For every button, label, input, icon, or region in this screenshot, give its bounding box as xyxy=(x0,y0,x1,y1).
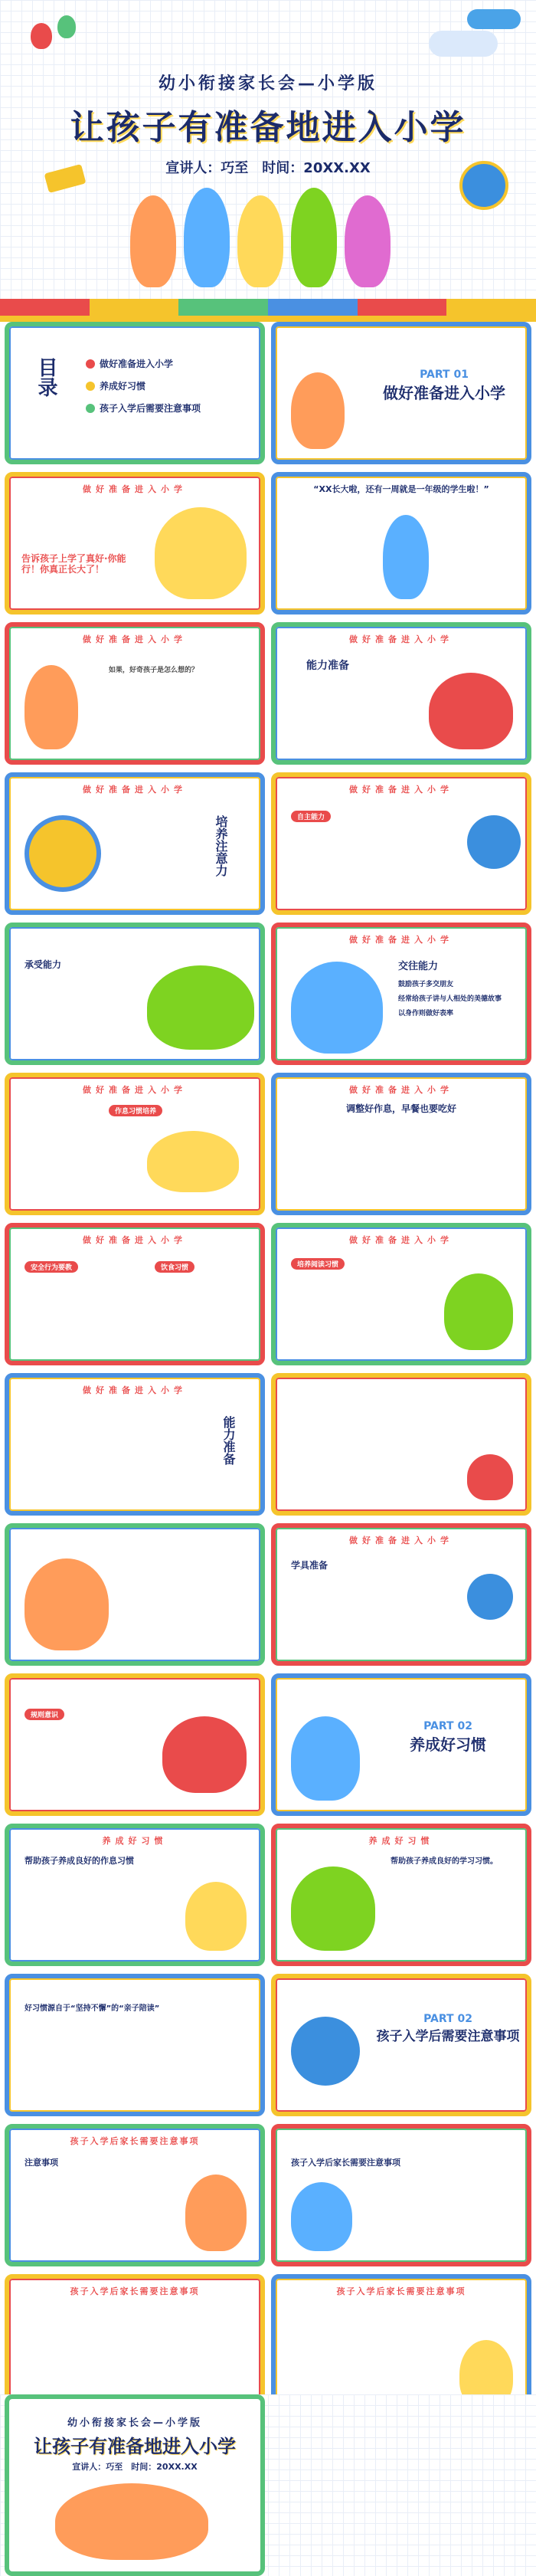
kid-illustration xyxy=(237,195,283,287)
slide-row xyxy=(0,772,536,915)
slide-row xyxy=(0,2124,536,2266)
part-label: PART 01 xyxy=(420,369,469,381)
cloud-decoration xyxy=(429,31,498,57)
girl-reading-illustration xyxy=(25,1558,109,1650)
kids-studying-illustration xyxy=(291,1866,375,1951)
slide-body xyxy=(109,650,248,676)
kid-illustration xyxy=(185,1882,247,1951)
slide-row xyxy=(0,322,536,464)
slide-title: 注意事项 xyxy=(25,2158,58,2168)
slide-title: 学具准备 xyxy=(291,1560,328,1571)
slide-list-item: 鼓励孩子多交朋友 xyxy=(398,981,454,988)
slide-header: 做好准备进入小学 xyxy=(349,634,453,644)
toc-heading: 目录 xyxy=(34,357,57,397)
content-slide xyxy=(271,1073,531,1215)
kid-illustration xyxy=(185,2175,247,2251)
slide-header: 做好准备进入小学 xyxy=(349,785,453,795)
cover-slide xyxy=(0,0,536,322)
toc-slide xyxy=(5,322,265,464)
plane-decoration xyxy=(467,9,521,29)
slide-row xyxy=(0,1073,536,1215)
content-slide xyxy=(271,1223,531,1365)
content-slide xyxy=(271,2124,531,2266)
kids-illustration xyxy=(291,372,345,449)
slide-pill: 培养阅读习惯 xyxy=(291,1258,345,1270)
clock-illustration xyxy=(25,815,101,892)
toc-item[interactable]: 养成好习惯 xyxy=(86,379,201,392)
toc-item[interactable]: 做好准备进入小学 xyxy=(86,357,201,370)
content-slide xyxy=(271,1523,531,1666)
slide-header: 做好准备进入小学 xyxy=(83,785,187,795)
ending-meta: 宣讲人：巧至 时间：20XX.XX xyxy=(72,2462,198,2472)
toc-item[interactable]: 孩子入学后需要注意事项 xyxy=(86,401,201,415)
slide-row xyxy=(0,1824,536,1966)
globe-illustration xyxy=(467,1574,513,1620)
content-slide xyxy=(5,923,265,1065)
crayon-illustration xyxy=(467,1454,513,1500)
part-title: 养成好习惯 xyxy=(410,1735,486,1754)
slide-quote: “XX长大啦，还有一周就是一年级的学生啦！” xyxy=(313,484,489,494)
girl-illustration xyxy=(25,665,78,749)
kid-illustration xyxy=(184,188,230,287)
color-stripe xyxy=(0,299,536,316)
slide-header: 做好准备进入小学 xyxy=(83,1385,187,1395)
cover-subtitle: 幼小衔接家长会—小学版 xyxy=(158,74,377,93)
part-title: 做好准备进入小学 xyxy=(383,384,505,402)
slide-title: 承受能力 xyxy=(25,959,62,970)
globe-illustration xyxy=(291,2017,360,2086)
part-slide xyxy=(271,322,531,464)
slide-title: 能力准备 xyxy=(306,660,349,672)
content-slide xyxy=(271,1373,531,1516)
slide-header: 做好准备进入小学 xyxy=(349,1235,453,1245)
slide-header: 做好准备进入小学 xyxy=(83,634,187,644)
ending-title: 让孩子有准备地进入小学 xyxy=(34,2436,236,2457)
slide-title: 孩子入学后家长需要注意事项 xyxy=(291,2158,400,2168)
kid-illustration xyxy=(345,195,391,287)
ending-card xyxy=(5,2394,265,2576)
slide-pill: 安全行为要教 xyxy=(25,1261,78,1273)
part-label: PART 02 xyxy=(423,2013,472,2025)
content-slide xyxy=(5,1223,265,1365)
slide-title: 调整好作息，早餐也要吃好 xyxy=(345,1103,456,1114)
slide-row xyxy=(0,1523,536,1666)
slide-row xyxy=(0,1223,536,1365)
cover-meta: 宣讲人：巧至 时间：20XX.XX xyxy=(165,160,371,176)
teacher-kids-illustration xyxy=(147,965,254,1050)
kids-illustration xyxy=(291,1716,360,1801)
slide-header: 做好准备进入小学 xyxy=(349,1085,453,1095)
slide-vertical-title: 培养注意力 xyxy=(214,815,228,877)
slide-highlight: 告诉孩子上学了真好·你能行！你真正长大了！ xyxy=(21,553,126,575)
slide-pill: 作息习惯培养 xyxy=(109,1105,162,1116)
slide-header: 孩子入学后家长需要注意事项 xyxy=(336,2286,466,2296)
content-slide xyxy=(5,1974,265,2116)
globe-illustration xyxy=(467,815,521,869)
kid-illustration xyxy=(130,195,176,287)
slide-list-item: 以身作则做好表率 xyxy=(398,1010,454,1018)
slide-row xyxy=(0,622,536,765)
content-slide xyxy=(271,472,531,615)
slide-row xyxy=(0,1974,536,2116)
slide-title: 交往能力 xyxy=(398,961,439,972)
slide-list-item: 经常给孩子讲与人相处的美德故事 xyxy=(398,995,502,1003)
content-slide xyxy=(271,772,531,915)
content-slide xyxy=(5,1373,265,1516)
books-illustration xyxy=(429,673,513,749)
slide-header: 做好准备进入小学 xyxy=(83,1235,187,1245)
ending-subtitle: 幼小衔接家长会—小学版 xyxy=(67,2417,202,2429)
slide-header: 做好准备进入小学 xyxy=(349,1535,453,1545)
slide-body xyxy=(21,500,144,575)
content-slide xyxy=(5,622,265,765)
sleeping-kid-illustration xyxy=(147,1131,239,1192)
kids-illustration xyxy=(55,2483,208,2560)
content-slide xyxy=(5,1523,265,1666)
ending-slide xyxy=(0,2394,536,2576)
slide-title: 帮助孩子养成良好的作息习惯 xyxy=(25,1856,134,1866)
content-slide xyxy=(5,2124,265,2266)
kid-illustration xyxy=(291,188,337,287)
content-slide xyxy=(5,472,265,615)
slide-header: 养成好习惯 xyxy=(368,1836,434,1846)
content-slide xyxy=(271,1824,531,1966)
kid-illustration xyxy=(291,2182,352,2251)
reading-kid-illustration xyxy=(444,1273,513,1350)
reading-kid-illustration xyxy=(155,507,247,599)
slide-row xyxy=(0,472,536,615)
slide-header: 做好准备进入小学 xyxy=(83,484,187,494)
slide-title: 帮助孩子养成良好的学习习惯。 xyxy=(391,1857,498,1866)
balloon-decoration xyxy=(31,23,52,49)
content-slide xyxy=(5,772,265,915)
slide-vertical-title: 能力准备 xyxy=(221,1416,236,1465)
slide-pill: 规则意识 xyxy=(25,1709,64,1720)
slide-header: 做好准备进入小学 xyxy=(349,935,453,945)
content-slide xyxy=(5,1824,265,1966)
books-illustration xyxy=(162,1716,247,1793)
part-label: PART 02 xyxy=(423,1720,472,1732)
slide-header: 孩子入学后家长需要注意事项 xyxy=(70,2286,200,2296)
student-illustration xyxy=(383,515,429,599)
slide-header: 孩子入学后家长需要注意事项 xyxy=(70,2136,200,2146)
part-title: 孩子入学后需要注意事项 xyxy=(376,2029,520,2044)
content-slide xyxy=(271,622,531,765)
toc-list xyxy=(86,357,201,424)
content-slide xyxy=(5,1673,265,1816)
slide-header: 做好准备进入小学 xyxy=(83,1085,187,1095)
slide-row xyxy=(0,1373,536,1516)
content-slide xyxy=(271,923,531,1065)
slide-question: 如果，好奇孩子是怎么想的？ xyxy=(109,667,199,674)
slide-row xyxy=(0,923,536,1065)
slide-row xyxy=(0,1673,536,1816)
balloon-decoration xyxy=(57,15,76,38)
friends-illustration xyxy=(291,962,383,1054)
slide-grid xyxy=(0,322,536,2424)
cover-title: 让孩子有准备地进入小学 xyxy=(70,108,466,147)
part-slide xyxy=(271,1673,531,1816)
slide-pill: 饮食习惯 xyxy=(155,1261,194,1273)
part-slide xyxy=(271,1974,531,2116)
slide-header: 养成好习惯 xyxy=(102,1836,168,1846)
slide-title: 好习惯源自于“坚持不懈”的“亲子陪读” xyxy=(25,2004,160,2013)
content-slide xyxy=(5,1073,265,1215)
slide-pill: 自主能力 xyxy=(291,811,331,822)
